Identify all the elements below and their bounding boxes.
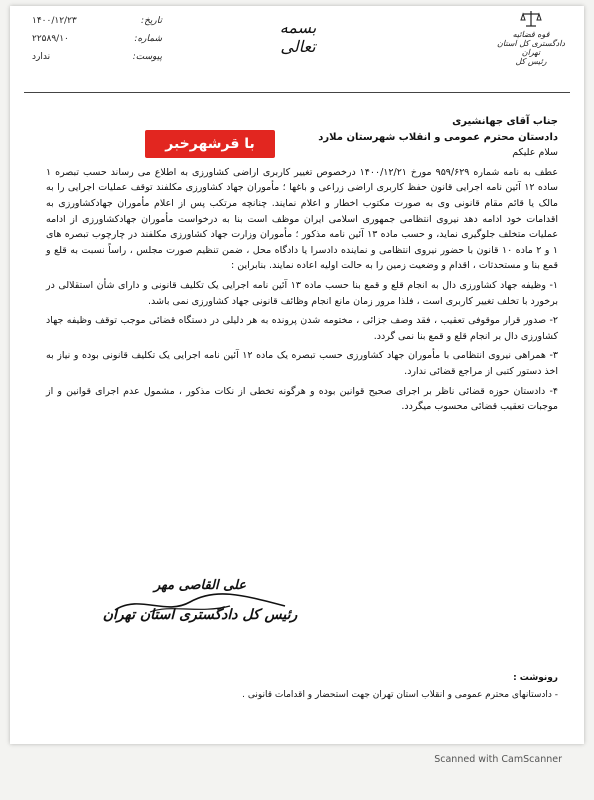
cc-heading: رونوشت : bbox=[513, 673, 558, 683]
judiciary-emblem-icon bbox=[520, 10, 542, 28]
attachment-row bbox=[32, 48, 162, 66]
intro-paragraph: عطف به نامه شماره ۹۵۹/۶۲۹ مورخ ۱۴۰۰/۱۲/۲۱ درخصوص تغییر کاربری اراضی کشاورزی به اطلاع می رساند حسب تبصره ۱ ساده ۱۲ آئین نامه اجرایی قانون حفظ کاربری اراضی زراعی و باغها ؛ مأموران جهاد کشاورزی مکلفند توقف عملیات اجرایی را به مالک یا قائم مقام قانونی وی به صورت مکتوب اخطار و اعلام نمایند. چنانچه مرتکب پس از اعلام مأموران جهادکشاورزی به اقدامات خود ادامه دهد نیروی انتظامی جمهوری اسلامی ایران موظف است بنا به درخواست مأموران جهادکشاورزی از ادامه عملیات متخلف جلوگیری نماید، و حسب ماده ۱۳ آئین نامه مذکور ؛ مأموران وزارت جهاد کشاورزی مکلفند در چارچوب تبصره های ۱ و ۲ ماده ۱۰ قانون با حضور نیروی انتظامی و نماینده دادسرا یا دادگاه محل ، ضمن تنظیم صورت مجلس ، راساً نسبت به قلع و قمع بنا و مستحدثات ، اقدام و وضعیت زمین را به حالت اولیه اعاده نمایند. بنابراین : bbox=[46, 166, 559, 272]
list-item: ۴- دادستان حوزه قضائی ناظر بر اجرای صحیح قوانین بوده و هرگونه تخطی از نکات مذکور ، مشمول عدم اجرای قوانین و از موجبات تعقیب قضائی محسوب میگردد. bbox=[46, 385, 558, 413]
signatory-title: رئیس کل دادگستری استان تهران bbox=[102, 607, 298, 623]
number-label: شماره: bbox=[134, 34, 162, 44]
list-item: ۱- وظیفه جهاد کشاورزی دال به انجام قلع و قمع بنا حسب ماده ۱۳ آئین نامه اجرایی یک تکلیف قانونی و دارای شأن استقلالی در برخورد با تخلف تغییر کاربری است ، فلذا مرور زمان مانع انجام وظائف قانونی جهاد کشاورزی نمی باشد. bbox=[46, 279, 558, 307]
greeting: سلام علیکم bbox=[512, 147, 558, 159]
attachment-label: پیوست: bbox=[132, 52, 162, 62]
organization-header bbox=[496, 10, 566, 66]
org-line-1: قوه قضائیه bbox=[512, 30, 550, 39]
signature-scribble-icon bbox=[110, 592, 290, 618]
header-divider bbox=[24, 92, 570, 93]
recipient-name: جناب آقای جهانشیری bbox=[452, 116, 558, 127]
attachment-value: ندارد bbox=[32, 52, 51, 62]
number-row bbox=[32, 30, 162, 48]
scanner-footer: Scanned with CamScanner bbox=[434, 754, 562, 765]
org-line-2: دادگستری کل استان تهران bbox=[497, 39, 565, 57]
news-watermark: با قرشهرخبر bbox=[145, 130, 275, 158]
list-item: ۳- همراهی نیروی انتظامی با مأموران جهاد کشاورزی حسب تبصره یک ماده ۱۲ آئین نامه اجرایی یک تکلیف قانونی بوده و نیاز به اخذ دستور کتبی از مراجع قضائی ندارد. bbox=[46, 350, 558, 377]
cc-line: - دادستانهای محترم عمومی و انقلاب استان تهران جهت استحضار و اقدامات قانونی . bbox=[242, 690, 558, 700]
number-value: ۲۲۵۸۹/۱۰ bbox=[32, 34, 69, 44]
org-line-3: رئیس کل bbox=[515, 57, 547, 66]
date-value: ۱۴۰۰/۱۲/۲۳ bbox=[32, 16, 77, 26]
signature-block bbox=[100, 578, 300, 623]
date-row bbox=[32, 12, 162, 30]
invocation-title: بسمه تعالی bbox=[279, 18, 317, 56]
signatory-name: علی القاصی مهر bbox=[153, 578, 247, 593]
letter-body bbox=[46, 114, 558, 415]
recipient-title: دادستان محترم عمومی و انقلاب شهرستان ملارد bbox=[318, 131, 558, 143]
letter-page bbox=[10, 6, 584, 744]
list-item: ۲- صدور قرار موقوفی تعقیب ، فقد وصف جزائی ، مختومه شدن پرونده به هر دلیلی در دستگاه قضائی موجب توقف وظیفه جهاد کشاورزی دال بر انجام قلع و قمع بنا نمی گردد. bbox=[46, 315, 558, 342]
letter-meta bbox=[32, 12, 162, 66]
cc-section bbox=[46, 670, 558, 704]
date-label: تاریخ: bbox=[141, 16, 162, 26]
